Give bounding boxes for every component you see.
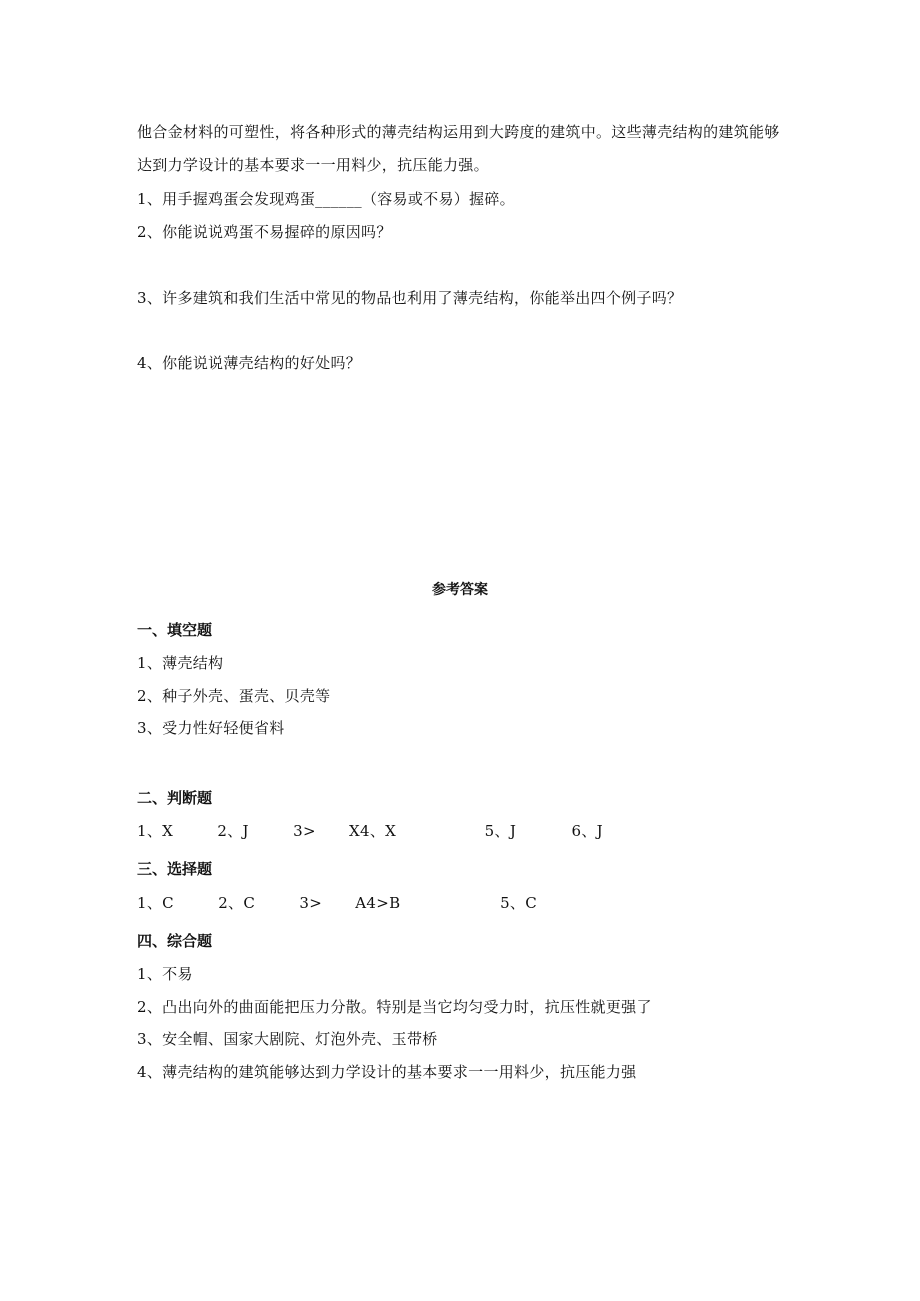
question-3: 3、许多建筑和我们生活中常见的物品也利用了薄壳结构，你能举出四个例子吗？ <box>137 289 683 307</box>
comprehensive-answer-1: 1、不易 <box>137 965 193 983</box>
intro-line-2: 达到力学设计的基本要求一一用料少，抗压能力强。 <box>137 156 489 174</box>
judgement-heading: 二、判断题 <box>137 789 213 807</box>
choice-heading: 三、选择题 <box>137 860 213 878</box>
choice-answers: 1、C 2、C 3> A4>B 5、C <box>137 894 538 912</box>
judgement-answers: 1、X 2、J 3> X4、X 5、J 6、J <box>137 822 603 840</box>
comprehensive-heading: 四、综合题 <box>137 932 213 950</box>
comprehensive-answer-2: 2、凸出向外的曲面能把压力分散。特别是当它均匀受力时，抗压性就更强了 <box>137 998 652 1016</box>
question-4: 4、你能说说薄壳结构的好处吗？ <box>137 354 362 372</box>
intro-line-1: 他合金材料的可塑性，将各种形式的薄壳结构运用到大跨度的建筑中。这些薄壳结构的建筑能够 <box>137 123 780 141</box>
question-1: 1、用手握鸡蛋会发现鸡蛋______（容易或不易）握碎。 <box>137 190 515 208</box>
fill-blank-heading: 一、填空题 <box>137 621 213 639</box>
comprehensive-answer-3: 3、安全帽、国家大剧院、灯泡外壳、玉带桥 <box>137 1030 438 1048</box>
comprehensive-answer-4: 4、薄壳结构的建筑能够达到力学设计的基本要求一一用料少，抗压能力强 <box>137 1063 637 1081</box>
question-2: 2、你能说说鸡蛋不易握碎的原因吗？ <box>137 223 392 241</box>
fill-blank-answer-1: 1、薄壳结构 <box>137 654 224 672</box>
answers-title: 参考答案 <box>432 582 488 598</box>
fill-blank-answer-3: 3、受力性好轻便省料 <box>137 719 285 737</box>
fill-blank-answer-2: 2、种子外壳、蛋壳、贝壳等 <box>137 687 331 705</box>
